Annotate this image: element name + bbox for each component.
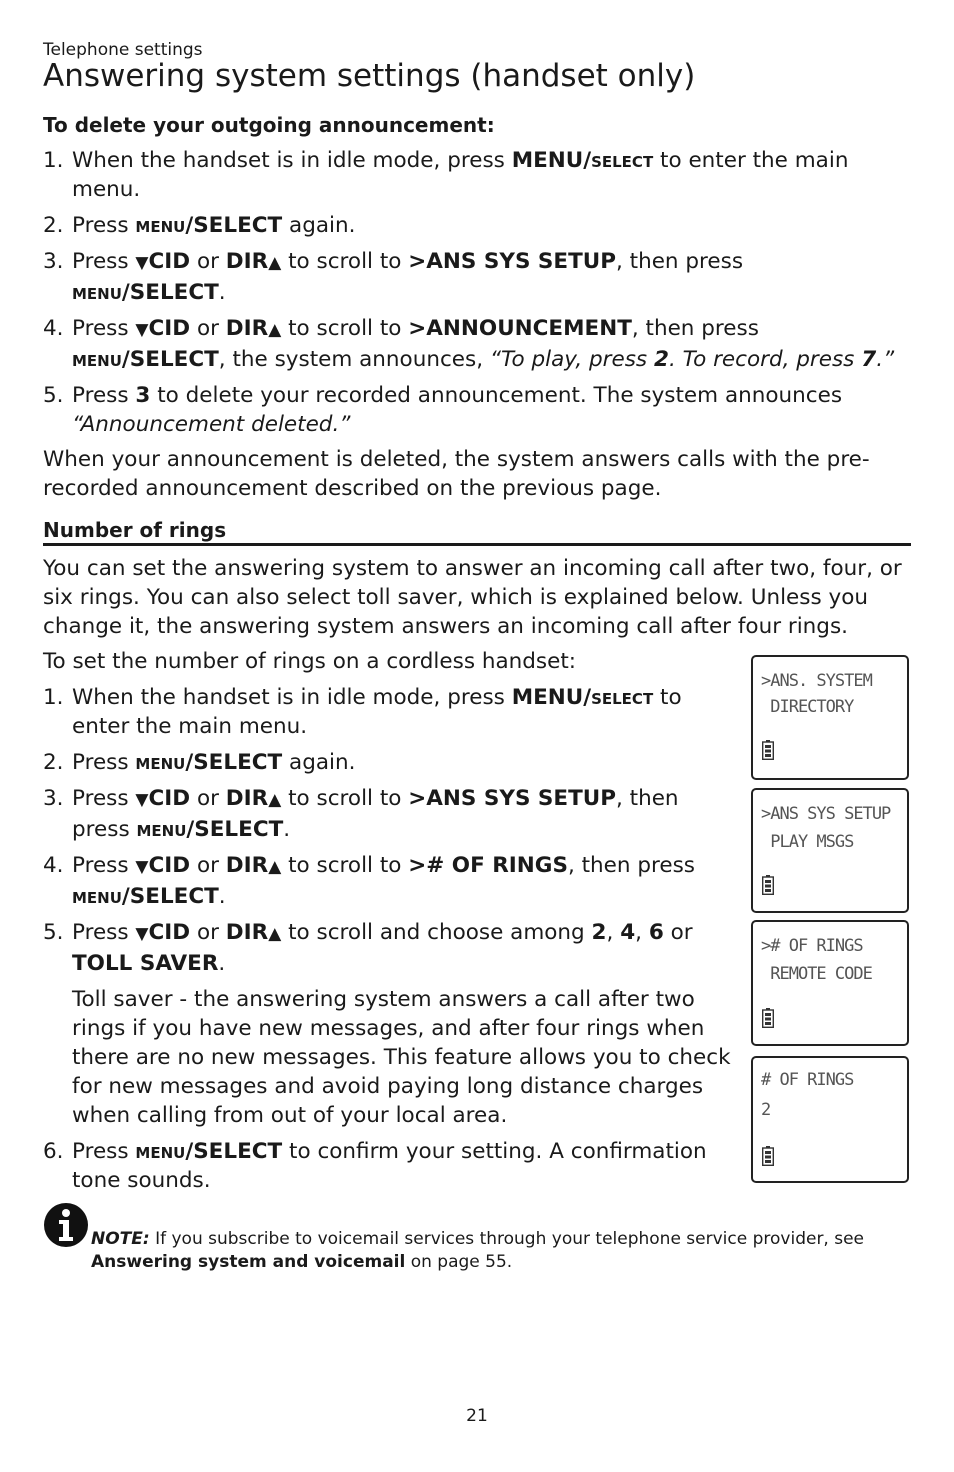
page-number: 21 [466, 1406, 488, 1426]
down-arrow-icon: ▼ [135, 253, 149, 273]
delete-note-paragraph: When your announcement is deleted, the system answers calls with the pre-recorded announcement described on the previous page. [43, 447, 870, 501]
lcd-line: ># OF RINGS [761, 936, 863, 956]
lcd-line: PLAY MSGS [761, 832, 854, 852]
number-of-rings-heading: Number of rings [43, 518, 911, 546]
lcd-line: REMOTE CODE [761, 964, 872, 984]
list-item: 3. Press ▼CID or DIR▲ to scroll to >ANS SYS SETUP, then press menu/SELECT. [43, 249, 744, 305]
lcd-line: # OF RINGS [761, 1070, 854, 1090]
list-item: 2. Press menu/SELECT again. [43, 750, 356, 775]
lcd-line: DIRECTORY [761, 697, 854, 717]
up-arrow-icon: ▲ [268, 320, 282, 340]
lcd-screen-rings-value [751, 1056, 909, 1183]
up-arrow-icon: ▲ [268, 924, 282, 944]
info-icon [43, 1202, 89, 1248]
lcd-screen-number-of-rings [751, 920, 909, 1046]
list-item: 4. Press ▼CID or DIR▲ to scroll to ># OF RINGS, then press menu/SELECT. [43, 853, 695, 909]
lcd-line: >ANS. SYSTEM [761, 671, 872, 691]
battery-icon [762, 1146, 774, 1166]
lcd-screen-ans-system [751, 655, 909, 780]
up-arrow-icon: ▲ [268, 857, 282, 877]
note-text: NOTE: If you subscribe to voicemail services through your telephone service provider, see Answering system and voicemail on page 55. [91, 1229, 865, 1272]
rings-intro-paragraph: You can set the answering system to answer an incoming call after two, four, or six rings. You can also select toll saver, which is explained below. Unless you change it, the answering system answers an incoming call after four rings. [43, 556, 902, 639]
up-arrow-icon: ▲ [268, 253, 282, 273]
list-item: 5. Press ▼CID or DIR▲ to scroll and choose among 2, 4, 6 or TOLL SAVER. [43, 920, 693, 976]
list-item: 1. When the handset is in idle mode, press MENU/select to enter the main menu. [43, 685, 682, 739]
rings-lead: To set the number of rings on a cordless handset: [43, 649, 577, 674]
list-item: 4. Press ▼CID or DIR▲ to scroll to >ANNOUNCEMENT, then press menu/SELECT, the system announces, “To play, press 2. To record, press 7.” [43, 316, 895, 372]
delete-announcement-section [43, 146, 911, 503]
down-arrow-icon: ▼ [135, 924, 149, 944]
battery-icon [762, 875, 774, 895]
battery-icon [762, 1008, 774, 1028]
page-title: Answering system settings (handset only) [43, 58, 696, 94]
down-arrow-icon: ▼ [135, 790, 149, 810]
battery-icon [762, 740, 774, 760]
lcd-line: >ANS SYS SETUP [761, 804, 891, 824]
lcd-screen-ans-sys-setup [751, 788, 909, 913]
list-item: 6. Press menu/SELECT to confirm your setting. A confirmation tone sounds. [43, 1139, 707, 1193]
delete-announcement-heading: To delete your outgoing announcement: [43, 113, 495, 137]
lcd-line: 2 [761, 1100, 771, 1120]
down-arrow-icon: ▼ [135, 857, 149, 877]
list-item: 1. When the handset is in idle mode, press MENU/select to enter the main menu. [43, 148, 849, 202]
section-label: Telephone settings [43, 40, 203, 60]
up-arrow-icon: ▲ [268, 790, 282, 810]
toll-saver-paragraph: Toll saver - the answering system answers a call after two rings if you have new messages, and after four rings when there are no new messages. This feature allows you to check for new messages and avoid paying long distance charges when calling from out of your local area. [72, 987, 731, 1128]
list-item: 5. Press 3 to delete your recorded announcement. The system announces “Announcement deleted.” [43, 383, 843, 437]
number-of-rings-section [43, 647, 743, 1202]
list-item: 3. Press ▼CID or DIR▲ to scroll to >ANS SYS SETUP, then press menu/SELECT. [43, 786, 679, 842]
down-arrow-icon: ▼ [135, 320, 149, 340]
list-item: 2. Press menu/SELECT again. [43, 213, 356, 238]
